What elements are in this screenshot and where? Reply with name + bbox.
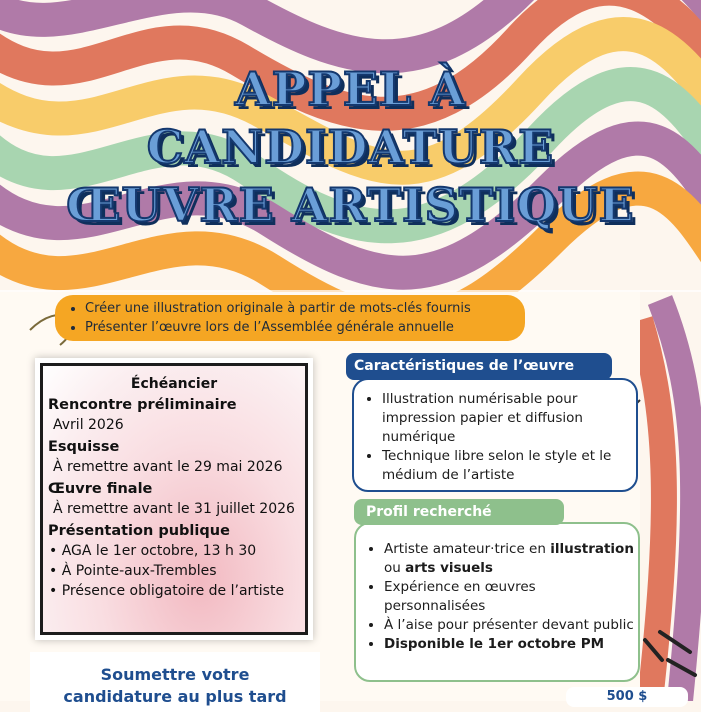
sketch-value: À remettre avant le 29 mai 2026 <box>53 459 283 475</box>
submit-card <box>30 652 320 712</box>
page-title-line1: APPEL À <box>235 62 466 116</box>
presentation-item: • Présence obligatoire de l’artiste <box>49 583 285 599</box>
meeting-label: Rencontre préliminaire <box>48 397 237 413</box>
submit-line1: Soumettre votre <box>100 665 250 684</box>
page-title-line3: ŒUVRE ARTISTIQUE <box>66 178 635 232</box>
schedule-heading: Échéancier <box>130 376 218 392</box>
meeting-value: Avril 2026 <box>53 417 124 433</box>
profile-item: • Artiste amateur·trice en illustration ou arts visuels <box>384 540 638 578</box>
presentation-item: • AGA le 1er octobre, 13 h 30 <box>49 543 257 559</box>
sketch-label: Esquisse <box>48 439 120 455</box>
profile-box <box>354 522 640 682</box>
final-value: À remettre avant le 31 juillet 2026 <box>53 501 295 517</box>
schedule-card <box>40 363 308 635</box>
feature-item: • Technique libre selon le style et le médium de l’artiste <box>382 447 636 485</box>
features-box <box>352 378 638 492</box>
submit-line2: candidature au plus tard <box>63 687 287 706</box>
presentation-label: Présentation publique <box>48 523 230 539</box>
page-title-line2: CANDIDATURE <box>146 120 555 174</box>
feature-item: • Illustration numérisable pour impression papier et diffusion numérique <box>382 390 636 447</box>
features-heading: Caractéristiques de l’œuvre <box>346 353 612 380</box>
presentation-item: • À Pointe-aux-Trembles <box>49 563 217 579</box>
objective-item: • Présenter l’œuvre lors de l’Assemblée générale annuelle <box>85 318 525 337</box>
profile-heading: Profil recherché <box>354 499 564 525</box>
profile-item: • Disponible le 1er octobre PM <box>384 635 638 654</box>
final-label: Œuvre finale <box>48 481 153 497</box>
profile-item: • À l’aise pour présenter devant public <box>384 616 638 635</box>
objectives-box <box>55 295 525 341</box>
fee-amount: 500 $ <box>566 687 688 707</box>
profile-item: • Expérience en œuvres personnalisées <box>384 578 638 616</box>
objective-item: • Créer une illustration originale à partir de mots-clés fournis <box>85 299 525 318</box>
